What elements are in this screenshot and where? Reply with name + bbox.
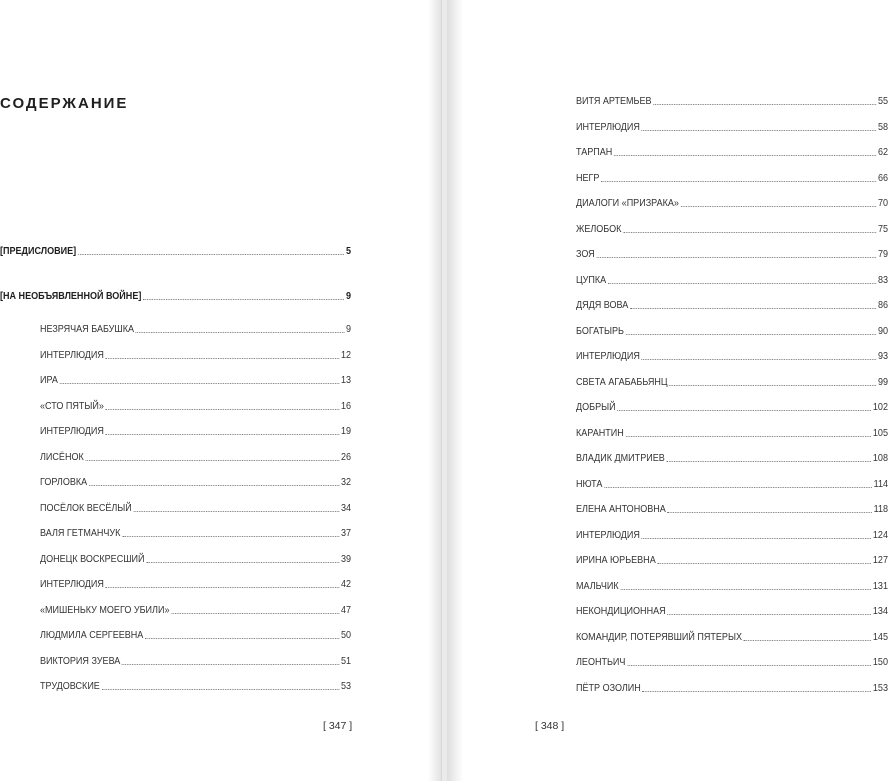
toc-entry-row xyxy=(40,502,351,514)
dot-leader xyxy=(134,511,340,512)
toc-entry-title: НЕЗРЯЧАЯ БАБУШКА xyxy=(40,323,134,335)
toc-entry-row xyxy=(576,248,888,260)
toc-entry-title: ИНТЕРЛЮДИЯ xyxy=(40,425,104,437)
toc-entry-row xyxy=(40,527,351,539)
toc-page-number: 37 xyxy=(340,527,351,539)
toc-entry-title: ЗОЯ xyxy=(576,248,595,260)
dot-leader xyxy=(642,538,872,539)
dot-leader xyxy=(122,664,339,665)
toc-entry-row xyxy=(40,323,351,335)
toc-entry-row xyxy=(40,400,351,412)
dot-leader xyxy=(617,410,871,411)
toc-page-number: 93 xyxy=(877,350,888,362)
toc-entry-title: ЛИСЁНОК xyxy=(40,450,84,463)
toc-page-number: 12 xyxy=(340,348,351,361)
gutter-shadow-right xyxy=(447,0,463,781)
toc-entry-row xyxy=(576,146,888,158)
toc-entry-row xyxy=(40,578,351,590)
toc-entry-row xyxy=(576,172,888,184)
dot-leader xyxy=(608,283,876,284)
toc-page-number: 55 xyxy=(877,95,888,107)
toc-entry-row xyxy=(576,503,888,515)
toc-entry-row xyxy=(40,629,351,641)
toc-page-number: 13 xyxy=(340,374,351,386)
toc-entry-title: ИНТЕРЛЮДИЯ xyxy=(40,348,104,361)
toc-page-number: 39 xyxy=(340,552,351,565)
toc-entry-title: ДОБРЫЙ xyxy=(576,401,616,413)
toc-entry-row xyxy=(576,401,888,413)
toc-entry-row xyxy=(576,656,888,668)
page-number-left: [ 347 ] xyxy=(323,720,353,732)
toc-entry-title: МАЛЬЧИК xyxy=(576,579,619,592)
toc-entry-title: ИНТЕРЛЮДИЯ xyxy=(40,578,104,590)
dot-leader xyxy=(102,689,340,690)
toc-entry-row xyxy=(40,604,351,616)
toc-entry-title: ЛЮДМИЛА СЕРГЕЕВНА xyxy=(40,629,144,641)
toc-page-number: 47 xyxy=(340,603,351,616)
toc-entry-title: ИНТЕРЛЮДИЯ xyxy=(576,350,640,362)
gutter-shadow-left xyxy=(428,0,442,781)
toc-entry-row xyxy=(576,631,888,643)
toc-page-number: 66 xyxy=(877,171,888,184)
dot-leader xyxy=(630,308,876,309)
dot-leader xyxy=(136,332,345,333)
toc-page-number: 90 xyxy=(877,324,888,337)
toc-entry-row xyxy=(576,197,888,209)
toc-page-number: 114 xyxy=(873,477,888,490)
toc-entry-title: БОГАТЫРЬ xyxy=(576,324,624,337)
toc-entry-title: ЛЕОНТЬИЧ xyxy=(576,656,626,668)
toc-entry-title: [ПРЕДИСЛОВИЕ] xyxy=(0,245,77,257)
dot-leader xyxy=(614,155,876,156)
toc-page-number: 70 xyxy=(877,197,888,209)
toc-page-number: 131 xyxy=(872,579,888,592)
dot-leader xyxy=(171,613,339,614)
toc-entry-row xyxy=(576,325,888,337)
toc-entry-title: ДОНЕЦК ВОСКРЕСШИЙ xyxy=(40,552,145,565)
dot-leader xyxy=(643,691,872,692)
toc-page-number: 108 xyxy=(872,452,888,464)
dot-leader xyxy=(666,461,871,462)
toc-entry-row xyxy=(576,427,888,439)
toc-entry-title: «МИШЕНЬКУ МОЕГО УБИЛИ» xyxy=(40,603,170,616)
toc-entry-row xyxy=(40,553,351,565)
toc-page-number: 153 xyxy=(872,681,888,694)
toc-entry-row xyxy=(40,349,351,361)
toc-page-number: 50 xyxy=(340,629,351,641)
dot-leader xyxy=(642,130,877,131)
dot-leader xyxy=(122,536,339,537)
toc-page-number: 42 xyxy=(340,578,351,590)
toc-page-number: 79 xyxy=(877,248,888,260)
toc-entry-title: «СТО ПЯТЫЙ» xyxy=(40,399,104,412)
toc-page-number: 127 xyxy=(872,554,888,566)
toc-entry-title: ДЯДЯ ВОВА xyxy=(576,299,629,311)
toc-entry-title: ВАЛЯ ГЕТМАНЧУК xyxy=(40,527,121,539)
toc-page-number: 58 xyxy=(877,120,888,133)
toc-entry-title: ДИАЛОГИ «ПРИЗРАКА» xyxy=(576,197,679,209)
toc-page-number: 53 xyxy=(340,680,351,692)
toc-page-number: 105 xyxy=(872,426,888,439)
toc-entry-row xyxy=(40,680,351,692)
dot-leader xyxy=(85,460,339,461)
toc-entry-title: НЕГР xyxy=(576,171,600,184)
toc-entry-row xyxy=(576,682,888,694)
toc-section-row xyxy=(0,290,351,302)
toc-entry-title: ЕЛЕНА АНТОНОВНА xyxy=(576,503,666,515)
toc-page-number: 26 xyxy=(340,450,351,463)
toc-page-number: 124 xyxy=(872,528,888,541)
toc-entry-title: НЕКОНДИЦИОННАЯ xyxy=(576,605,666,617)
dot-leader xyxy=(626,334,877,335)
dot-leader xyxy=(106,434,340,435)
toc-entry-row xyxy=(576,580,888,592)
toc-entry-title: ИНТЕРЛЮДИЯ xyxy=(576,120,640,133)
toc-page-number: 99 xyxy=(877,375,888,388)
toc-entry-title: ЦУПКА xyxy=(576,273,607,286)
toc-entry-title: ВЛАДИК ДМИТРИЕВ xyxy=(576,452,665,464)
toc-entry-row xyxy=(576,376,888,388)
dot-leader xyxy=(681,206,877,207)
dot-leader xyxy=(604,487,872,488)
toc-entry-title: СВЕТА АГАБАБЬЯНЦ xyxy=(576,375,668,388)
toc-page-number: 16 xyxy=(340,399,351,412)
toc-page-number: 32 xyxy=(340,476,351,488)
dot-leader xyxy=(620,589,871,590)
toc-entry-row xyxy=(40,655,351,667)
toc-section-row xyxy=(0,245,351,257)
dot-leader xyxy=(627,665,871,666)
toc-entry-title: НЮТА xyxy=(576,477,603,490)
toc-page-number: 62 xyxy=(877,146,888,158)
toc-entry-row xyxy=(576,299,888,311)
right-page xyxy=(447,0,888,781)
toc-page-number: 102 xyxy=(872,401,888,413)
toc-page-number: 150 xyxy=(872,656,888,668)
toc-entry-title: ПОСЁЛОК ВЕСЁЛЫЙ xyxy=(40,501,132,514)
toc-page-number: 86 xyxy=(877,299,888,311)
dot-leader xyxy=(78,254,344,255)
dot-leader xyxy=(596,257,876,258)
dot-leader xyxy=(657,563,871,564)
toc-entry-title: ИНТЕРЛЮДИЯ xyxy=(576,528,640,541)
toc-entry-title: ИРИНА ЮРЬЕВНА xyxy=(576,554,656,566)
dot-leader xyxy=(106,409,340,410)
toc-page-number: 5 xyxy=(345,245,351,257)
dot-leader xyxy=(669,385,876,386)
dot-leader xyxy=(668,512,872,513)
toc-entry-title: КОМАНДИР, ПОТЕРЯВШИЙ ПЯТЕРЫХ xyxy=(576,630,742,643)
dot-leader xyxy=(626,436,872,437)
toc-page-number: 34 xyxy=(340,501,351,514)
dot-leader xyxy=(89,485,339,486)
dot-leader xyxy=(653,104,876,105)
toc-entry-row xyxy=(576,529,888,541)
toc-entry-title: ПЁТР ОЗОЛИН xyxy=(576,681,641,694)
toc-entry-title: КАРАНТИН xyxy=(576,426,624,439)
toc-entry-title: ТРУДОВСКИЕ xyxy=(40,680,100,692)
toc-entry-title: ИРА xyxy=(40,374,58,386)
dot-leader xyxy=(143,299,344,300)
toc-page-number: 118 xyxy=(873,503,888,515)
toc-entry-row xyxy=(576,95,888,107)
toc-page-number: 145 xyxy=(872,630,888,643)
toc-page-number: 83 xyxy=(877,273,888,286)
toc-entry-row xyxy=(576,223,888,235)
toc-entry-title: [НА НЕОБЪЯВЛЕННОЙ ВОЙНЕ] xyxy=(0,290,142,302)
page-title: СОДЕРЖАНИЕ xyxy=(0,95,129,112)
toc-entry-row xyxy=(576,452,888,464)
toc-entry-title: ТАРПАН xyxy=(576,146,613,158)
toc-page-number: 51 xyxy=(340,654,351,667)
toc-entry-row xyxy=(576,350,888,362)
toc-entry-title: ЖЕЛОБОК xyxy=(576,222,622,235)
dot-leader xyxy=(744,640,872,641)
dot-leader xyxy=(60,383,340,384)
dot-leader xyxy=(623,232,876,233)
toc-entry-row xyxy=(576,554,888,566)
toc-entry-row xyxy=(40,451,351,463)
toc-entry-row xyxy=(40,425,351,437)
dot-leader xyxy=(642,359,877,360)
toc-entry-title: ВИКТОРИЯ ЗУЕВА xyxy=(40,654,121,667)
toc-page-number: 134 xyxy=(872,605,888,617)
dot-leader xyxy=(667,614,871,615)
page-number-right: [ 348 ] xyxy=(535,720,565,732)
toc-page-number: 9 xyxy=(345,290,351,302)
toc-page-number: 19 xyxy=(340,425,351,437)
toc-entry-row xyxy=(40,476,351,488)
dot-leader xyxy=(106,587,340,588)
toc-page-number: 75 xyxy=(877,222,888,235)
left-page xyxy=(0,0,441,781)
toc-entry-title: ВИТЯ АРТЕМЬЕВ xyxy=(576,95,652,107)
toc-entry-row xyxy=(576,274,888,286)
toc-entry-row xyxy=(576,478,888,490)
dot-leader xyxy=(601,181,876,182)
toc-entry-row xyxy=(576,121,888,133)
toc-entry-row xyxy=(576,605,888,617)
dot-leader xyxy=(145,638,339,639)
toc-entry-title: ГОРЛОВКА xyxy=(40,476,88,488)
toc-entry-row xyxy=(40,374,351,386)
toc-page-number: 9 xyxy=(345,323,351,335)
dot-leader xyxy=(146,562,339,563)
dot-leader xyxy=(106,358,340,359)
